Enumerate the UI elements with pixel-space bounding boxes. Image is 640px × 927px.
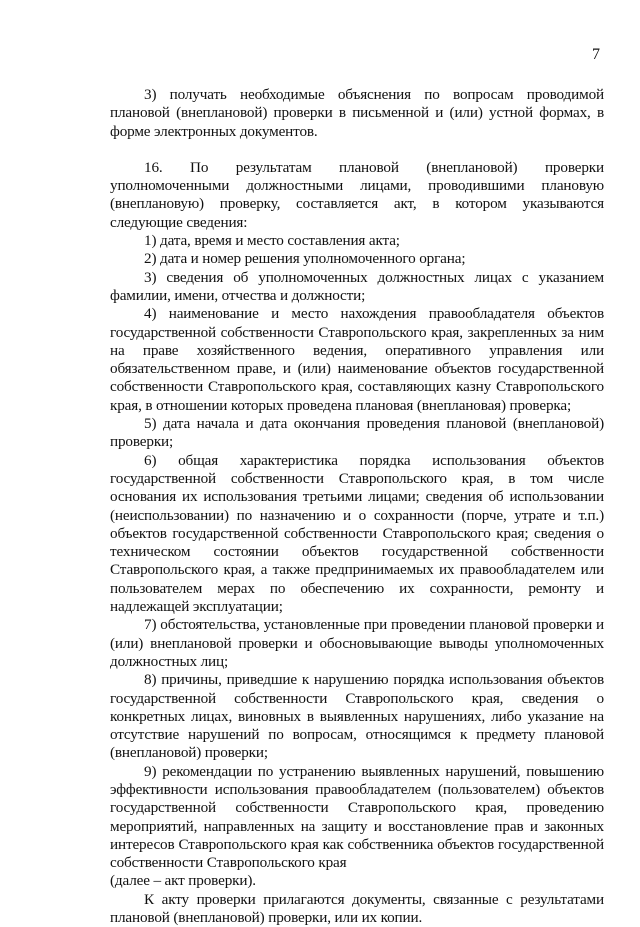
page-number: 7 (592, 46, 600, 63)
list-item-5: 5) дата начала и дата окончания проведения плановой (внеплановой) проверки; (110, 415, 604, 451)
list-item-8: 8) причины, приведшие к нарушению порядка использования объектов государственной собственности Ставропольского края, сведения о конкретных лицах, виновных в выявленных нарушениях, либо указание на отсутствие нарушений по вопросам, относящимся к предмету плановой (внеплановой) проверки; (110, 671, 604, 762)
list-item-3: 3) сведения об уполномоченных должностных лицах с указанием фамилии, имени, отчества и должности; (110, 268, 604, 304)
list-item-9: 9) рекомендации по устранению выявленных нарушений, повышению эффективности использования правообладателем (пользователем) объектов государственной собственности Ставропольского края, проведению мероприятий, направленных на защиту и восстановление прав и законных интересов Ставропольского края как собственника объектов государственной собственности Ставропольского края (110, 762, 604, 872)
closing-note: (далее – акт проверки). (110, 872, 256, 890)
paragraph-gap (110, 141, 604, 159)
list-item-6: 6) общая характеристика порядка использования объектов государственной собственности Ставропольского края, в том числе основания их использования третьими лицами; сведения об использовании (неиспользовании) по назначению и о сохранности (порче, утрате и т.п.) объектов государственной собственности Ставропольского края; сведения о техническом состоянии объектов государственной собственности Ставропольского края, а также предпринимаемых их правообладателем или пользователем мерах по обеспечению их сохранности, ремонту и надлежащей эксплуатации; (110, 451, 604, 616)
paragraph-item-3: 3) получать необходимые объяснения по вопросам проводимой плановой (внеплановой) проверки в письменной и (или) устной формах, в форме электронных документов. (110, 86, 604, 140)
paragraph-16: 16. По результатам плановой (внеплановой) проверки уполномоченными должностными лицами, проводившими плановую (внеплановую) проверку, составляется акт, в котором указываются следующие сведения: (110, 158, 604, 231)
list-item-2: 2) дата и номер решения уполномоченного органа; (144, 250, 466, 268)
attachment-paragraph: К акту проверки прилагаются документы, связанные с результатами плановой (внеплановой) проверки, или их копии. (110, 890, 604, 927)
list-item-1: 1) дата, время и место составления акта; (144, 232, 400, 250)
list-item-4: 4) наименование и место нахождения правообладателя объектов государственной собственности Ставропольского края, закрепленных за ним на праве хозяйственного ведения, оперативного управления или обязательственном праве, и (или) наименование объектов государственной собственности Ставропольского края, составляющих казну Ставропольского края, в отношении которых проведена плановая (внеплановая) проверка; (110, 305, 604, 414)
document-body (110, 86, 604, 927)
list-item-7: 7) обстоятельства, установленные при проведении плановой проверки и (или) внеплановой проверки и обосновывающие выводы уполномоченных должностных лиц; (110, 616, 604, 670)
